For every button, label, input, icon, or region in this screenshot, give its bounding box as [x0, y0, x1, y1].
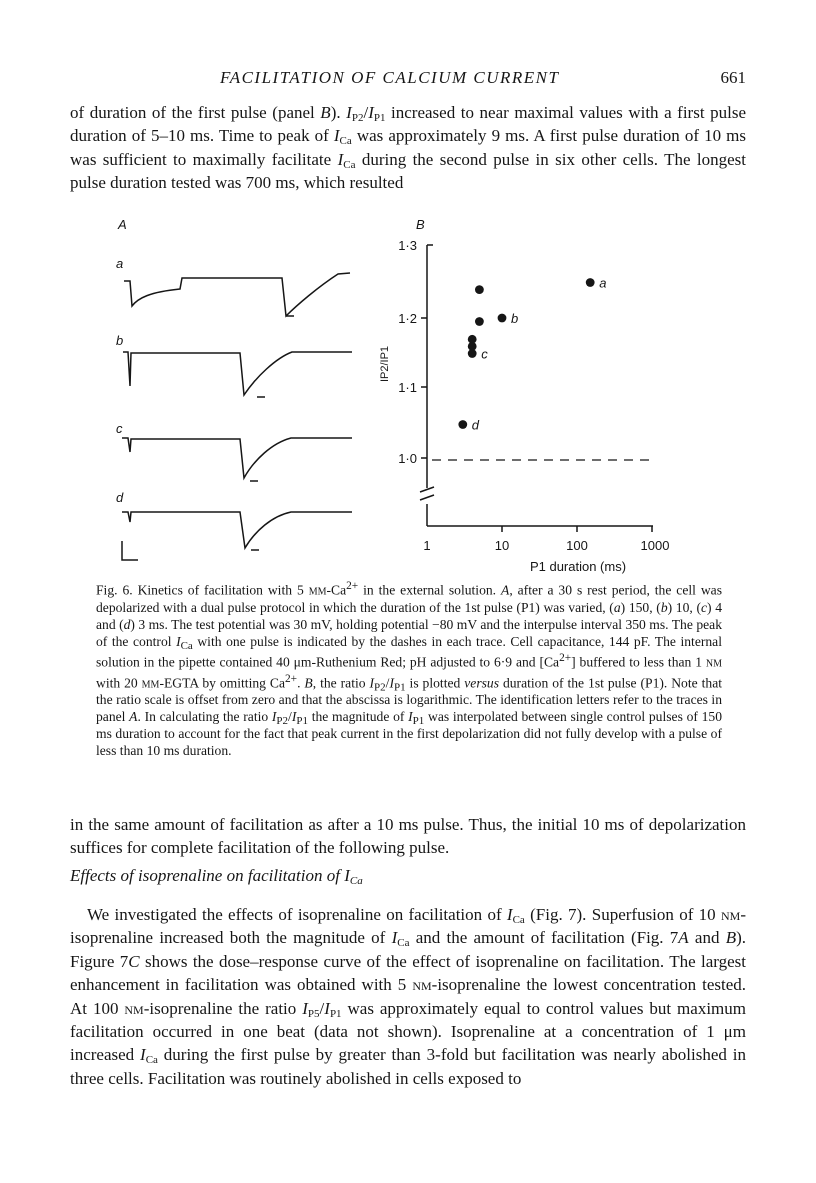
trace-label-b: b: [116, 333, 124, 348]
point-label-c: c: [481, 346, 488, 362]
panel-a-label: A: [118, 217, 127, 232]
data-point-6: [475, 317, 484, 326]
figure-caption: Fig. 6. Kinetics of facilitation with 5 $mm-Ca^{2+}$ in the external solution. A, after a 30 s rest period, the cell was depolarized with a dual pulse protocol in which the duration of the 1st pulse (P1) was varied, (a) 150, (b) 10, (c) 4 and (d) 3 ms. The test potential was 30 mV, holding potential −80 mV and the interpulse interval 350 ms. The peak of the control $I_{Ca}$ with one pulse is indicated by the dashes in each trace. Cell capacitance, 144 pF. The internal solution in the pipette contained 40 μm-Ruthenium Red; pH adjusted to 6·9 and $[Ca^{2+}]$ buffered to less than 1 nm with 20 mm-EGTA by omitting $Ca^{2+}$. B, the ratio $I_{P2}/I_{P1}$ is plotted versus duration of the 1st pulse (P1). Note that the ratio scale is offset from zero and that the abscissa is logarithmic. The identification letters refer to the traces in panel A. In calculating the ratio $I_{P2}/I_{P1}$ the magnitude of $I_{P1}$ was interpolated between single control pulses of 150 ms duration to account for the fact that peak current in the first depolarization did not fully develop with a pulse of less than 10 ms duration.: [96, 580, 723, 759]
y-tick-1-2: 1·2: [398, 311, 417, 326]
y-tick-1-1: 1·1: [398, 380, 417, 395]
data-point-2: [498, 314, 507, 323]
trace-label-a: a: [116, 256, 124, 271]
running-title: FACILITATION OF CALCIUM CURRENT: [220, 68, 560, 87]
section-heading: Effects of isoprenaline on facilitation of $I_{Ca}$: [70, 866, 363, 887]
trace-c: [122, 438, 352, 481]
data-point-4: [458, 420, 467, 429]
data-point-1: [586, 278, 595, 287]
scatter-points: [458, 276, 606, 433]
x-tick-1: 1: [423, 538, 431, 553]
x-tick-10: 10: [494, 538, 510, 553]
y-axis-label: IP2/IP1: [379, 345, 391, 383]
panel-b-axes: [420, 245, 653, 532]
trace-d: [122, 512, 352, 550]
x-axis-label: P1 duration (ms): [529, 559, 627, 574]
panel-b-label: B: [416, 217, 425, 232]
y-tick-1-3: 1·3: [398, 238, 417, 253]
x-tick-100: 100: [566, 538, 588, 553]
x-tick-1000: 1000: [640, 538, 670, 553]
paragraph-top: of duration of the first pulse (panel B). $I_{P2}/I_{P1}$ increased to near maximal values with a first pulse duration of 5–10 ms. Time to peak of $I_{Ca}$ was approximately 9 ms. A first pulse duration of 10 ms was sufficient to maximally facilitate $I_{Ca}$ during the second pulse in six other cells. The longest pulse duration tested was 700 ms, which resulted: [70, 103, 747, 193]
trace-a: [124, 273, 350, 316]
trace-label-d: d: [116, 490, 124, 505]
trace-label-c: c: [116, 421, 123, 436]
point-label-b: b: [511, 311, 519, 326]
paragraph-bottom: We investigated the effects of isoprenaline on facilitation of $I_{Ca}$ (Fig. 7). Superfusion of 10 nm-isoprenaline increased both the magnitude of $I_{Ca}$ and the amount of facilitation (Fig. 7A and B). Figure 7C shows the dose–response curve of the effect of isoprenaline on facilitation. The largest enhancement in facilitation was obtained with 5 nm-isoprenaline the lowest concentration tested. At 100 nm-isoprenaline the ratio $I_{P5}/I_{P1}$ was approximately equal to control values but maximum facilitation occurred in one beat (data not shown). Isoprenaline at a concentration of 1 μm increased $I_{Ca}$ during the first pulse by greater than 3-fold but facilitation was nearly abolished in three cells. Facilitation was routinely abolished in cells exposed to: [70, 905, 747, 1088]
y-tick-1-0: 1·0: [398, 451, 417, 466]
data-point-5: [475, 285, 484, 294]
point-label-a: a: [599, 275, 607, 291]
panel-a-traces: [122, 273, 352, 560]
scale-bar: [122, 541, 138, 560]
trace-b: [123, 352, 352, 397]
data-point-8: [468, 342, 477, 351]
point-label-d: d: [471, 417, 480, 433]
page-number: 661: [720, 68, 746, 87]
paragraph-middle: in the same amount of facilitation as after a 10 ms pulse. Thus, the initial 10 ms of depolarization suffices for complete facilitation of the following pulse.: [70, 815, 746, 858]
